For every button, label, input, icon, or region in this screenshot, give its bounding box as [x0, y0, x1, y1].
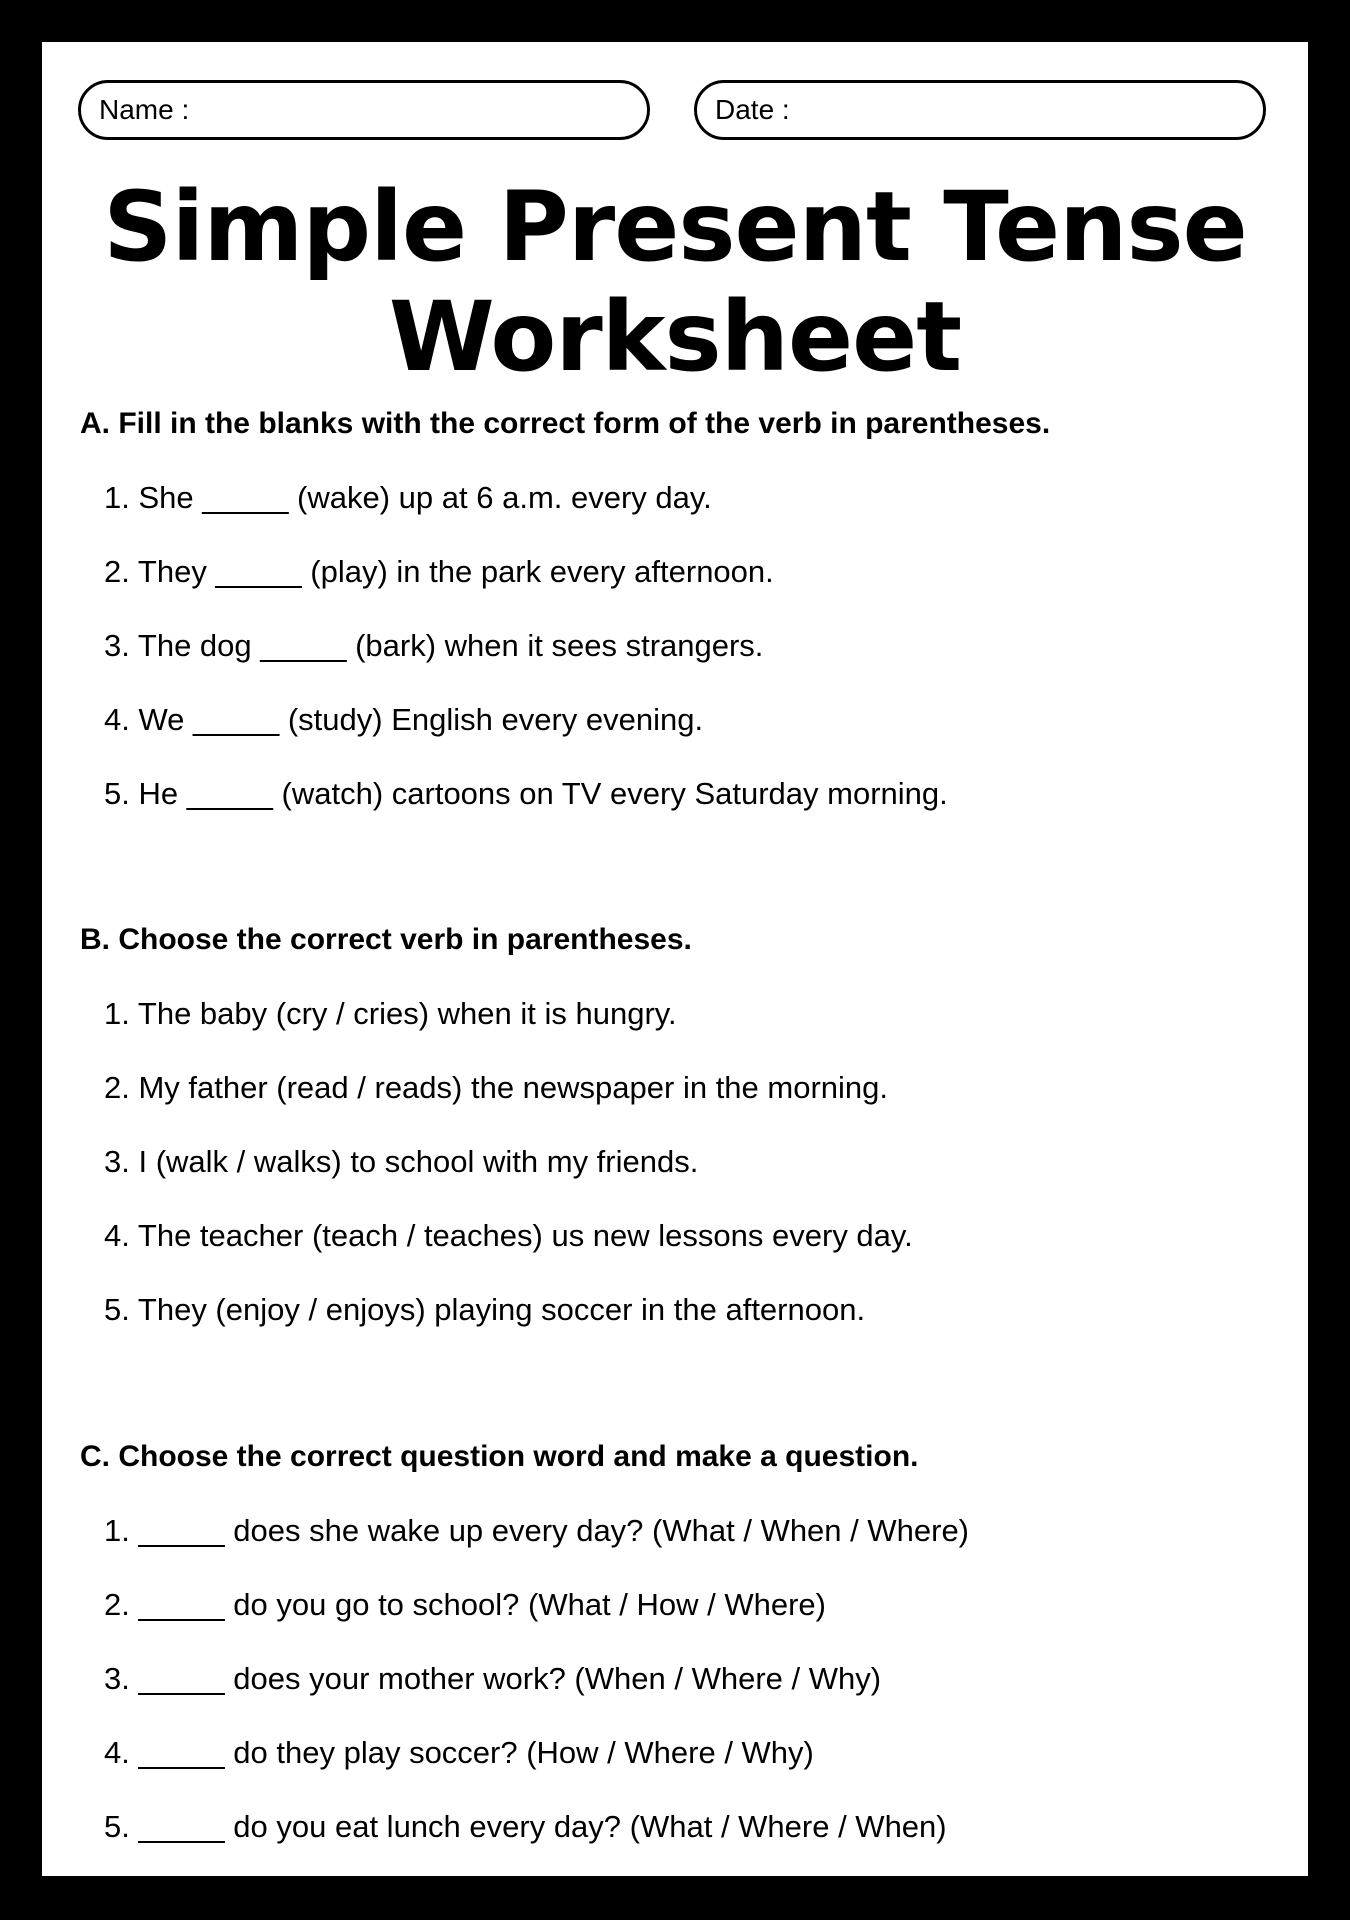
section-c-item: 3. _____ does your mother work? (When / Where / Why)	[104, 1661, 882, 1696]
section-a-item: 1. She _____ (wake) up at 6 a.m. every day.	[104, 480, 712, 515]
name-input[interactable]	[197, 89, 647, 131]
section-b	[80, 920, 1280, 1364]
section-b-item: 4. The teacher (teach / teaches) us new lessons every day.	[104, 1218, 913, 1253]
section-b-item: 1. The baby (cry / cries) when it is hungry.	[104, 996, 677, 1031]
date-input[interactable]	[798, 89, 1263, 131]
section-c-heading: C. Choose the correct question word and make a question.	[80, 1440, 919, 1473]
section-b-heading: B. Choose the correct verb in parentheses.	[80, 923, 692, 956]
date-field[interactable]	[694, 80, 1266, 140]
name-label: Name :	[99, 94, 190, 125]
title-line-2: Worksheet	[388, 281, 962, 393]
section-a-item: 3. The dog _____ (bark) when it sees strangers.	[104, 628, 764, 663]
name-field[interactable]	[78, 80, 650, 140]
section-c	[80, 1437, 1280, 1881]
section-a	[80, 404, 1280, 848]
section-c-item: 1. _____ does she wake up every day? (What / When / Where)	[104, 1513, 970, 1548]
date-label: Date :	[715, 94, 790, 125]
section-a-heading: A. Fill in the blanks with the correct form of the verb in parentheses.	[80, 407, 1051, 440]
section-a-item: 5. He _____ (watch) cartoons on TV every Saturday morning.	[104, 776, 948, 811]
section-b-item: 3. I (walk / walks) to school with my friends.	[104, 1144, 699, 1179]
section-b-item: 5. They (enjoy / enjoys) playing soccer in the afternoon.	[104, 1292, 866, 1327]
section-a-item: 4. We _____ (study) English every evening.	[104, 702, 704, 737]
section-c-item: 4. _____ do they play soccer? (How / Where / Why)	[104, 1735, 814, 1770]
section-a-item: 2. They _____ (play) in the park every afternoon.	[104, 554, 774, 589]
section-b-item: 2. My father (read / reads) the newspaper in the morning.	[104, 1070, 889, 1105]
section-c-item: 5. _____ do you eat lunch every day? (What / Where / When)	[104, 1809, 947, 1844]
section-c-item: 2. _____ do you go to school? (What / How / Where)	[104, 1587, 826, 1622]
worksheet-page	[42, 42, 1308, 1876]
title-line-1: Simple Present Tense	[103, 171, 1247, 283]
worksheet-title	[42, 172, 1308, 392]
